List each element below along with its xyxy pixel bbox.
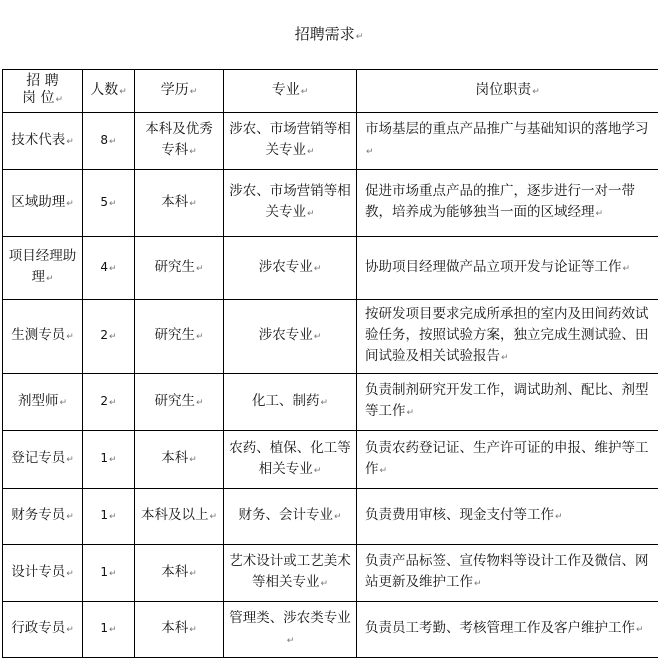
header-duty [357,70,658,113]
position-text: 项目经理助理 [9,248,77,285]
education-text: 本科 [161,620,188,636]
education-text: 研究生 [154,327,195,343]
paragraph-mark: ↵ [189,455,197,465]
paragraph-mark: ↵ [66,625,74,635]
cell-count [83,431,135,489]
cell-count [83,170,135,237]
document-title [0,24,658,47]
position-text: 技术代表 [11,132,65,148]
cell-position [3,237,83,300]
paragraph-mark: ↵ [320,398,328,408]
paragraph-mark: ↵ [623,264,631,274]
paragraph-mark: ↵ [109,199,117,209]
cell-education [135,237,224,300]
count-text: 4 [100,260,108,274]
cell-count [83,602,135,658]
cell-education [135,431,224,489]
paragraph-mark: ↵ [314,332,322,342]
cell-major [224,113,357,170]
major-text: 艺术设计或工艺美术等相关专业 [229,553,351,590]
table-row [3,113,658,170]
cell-major [224,431,357,489]
major-text: 管理类、涉农类专业 [229,610,351,626]
paragraph-mark: ↵ [356,32,364,42]
duty-text: 负责员工考勤、考核管理工作及客户维护工作 [365,620,635,636]
paragraph-mark: ↵ [46,274,54,284]
paragraph-mark: ↵ [109,137,117,147]
cell-position [3,170,83,237]
paragraph-mark: ↵ [474,579,482,589]
paragraph-mark: ↵ [320,579,328,589]
duty-text: 促进市场重点产品的推广，逐步进行一对一带教，培养成为能够独当一面的区域经理 [365,183,635,220]
paragraph-mark: ↵ [66,455,74,465]
major-text: 财务、会计专业 [238,507,333,523]
cell-duty [357,170,658,237]
cell-position [3,431,83,489]
paragraph-mark: ↵ [366,147,374,157]
paragraph-mark: ↵ [109,455,117,465]
duty-text: 协助项目经理做产品立项开发与论证等工作 [365,259,622,275]
cell-major [224,545,357,602]
table-row [3,545,658,602]
recruitment-table [2,69,658,658]
paragraph-mark: ↵ [59,398,67,408]
position-text: 区域助理 [11,194,65,210]
header-position-text: 招 聘 岗 位 [22,73,59,106]
cell-count [83,113,135,170]
cell-position [3,602,83,658]
paragraph-mark: ↵ [189,147,197,157]
education-text: 研究生 [154,393,195,409]
duty-text: 负责农药登记证、生产许可证的申报、维护等工作 [365,440,649,477]
paragraph-mark: ↵ [190,87,198,97]
cell-duty [357,300,658,374]
paragraph-mark: ↵ [66,512,74,522]
cell-education [135,602,224,658]
header-education [135,70,224,113]
header-count [83,70,135,113]
education-text: 本科及优秀专科 [145,121,213,158]
position-text: 登记专员 [11,450,65,466]
cell-duty [357,431,658,489]
major-text: 涉农、市场营销等相关专业 [229,183,351,220]
count-text: 1 [100,508,108,522]
paragraph-mark: ↵ [209,512,217,522]
paragraph-mark: ↵ [307,209,315,219]
table-row [3,170,658,237]
position-text: 行政专员 [11,620,65,636]
position-text: 设计专员 [11,564,65,580]
paragraph-mark: ↵ [66,137,74,147]
paragraph-mark: ↵ [109,569,117,579]
cell-position [3,300,83,374]
header-education-text: 学历 [161,82,189,98]
paragraph-mark: ↵ [66,332,74,342]
cell-major [224,602,357,658]
paragraph-mark: ↵ [196,332,204,342]
paragraph-mark: ↵ [66,199,74,209]
cell-position [3,545,83,602]
table-row [3,431,658,489]
count-text: 2 [100,394,108,408]
cell-count [83,489,135,545]
paragraph-mark: ↵ [189,569,197,579]
cell-education [135,545,224,602]
education-text: 本科 [161,564,188,580]
cell-count [83,237,135,300]
paragraph-mark: ↵ [380,466,388,476]
cell-duty [357,374,658,431]
paragraph-mark: ↵ [501,353,509,363]
paragraph-mark: ↵ [301,87,309,97]
paragraph-mark: ↵ [287,636,295,646]
major-text: 化工、制药 [252,393,320,409]
cell-count [83,545,135,602]
position-text: 生测专员 [11,327,65,343]
cell-education [135,113,224,170]
count-text: 1 [100,621,108,635]
cell-duty [357,545,658,602]
education-text: 研究生 [154,259,195,275]
paragraph-mark: ↵ [109,332,117,342]
table-row [3,602,658,658]
header-major [224,70,357,113]
count-text: 1 [100,565,108,579]
cell-education [135,300,224,374]
cell-duty [357,489,658,545]
paragraph-mark: ↵ [66,569,74,579]
paragraph-mark: ↵ [314,264,322,274]
duty-text: 负责制剂研究开发工作，调试助剂、配比、剂型等工作 [365,382,649,419]
cell-count [83,374,135,431]
table-row [3,300,658,374]
paragraph-mark: ↵ [596,209,604,219]
count-text: 1 [100,451,108,465]
paragraph-mark: ↵ [189,625,197,635]
paragraph-mark: ↵ [407,408,415,418]
paragraph-mark: ↵ [109,625,117,635]
cell-position [3,113,83,170]
cell-major [224,300,357,374]
table-header-row [3,70,658,113]
cell-count [83,300,135,374]
cell-position [3,489,83,545]
education-text: 本科 [161,194,188,210]
cell-education [135,489,224,545]
count-text: 5 [100,195,108,209]
paragraph-mark: ↵ [636,625,644,635]
education-text: 本科及以上 [141,507,209,523]
duty-text: 市场基层的重点产品推广与基础知识的落地学习 [365,121,649,137]
paragraph-mark: ↵ [196,398,204,408]
paragraph-mark: ↵ [334,512,342,522]
header-count-text: 人数 [90,82,118,98]
cell-position [3,374,83,431]
paragraph-mark: ↵ [555,512,563,522]
cell-duty [357,113,658,170]
duty-text: 负责费用审核、现金支付等工作 [365,507,554,523]
paragraph-mark: ↵ [196,264,204,274]
major-text: 涉农专业 [259,259,313,275]
header-position [3,70,83,113]
position-text: 剂型师 [18,393,59,409]
cell-major [224,170,357,237]
major-text: 农药、植保、化工等相关专业 [229,440,351,477]
count-text: 2 [100,328,108,342]
position-text: 财务专员 [11,507,65,523]
education-text: 本科 [161,450,188,466]
paragraph-mark: ↵ [109,398,117,408]
header-major-text: 专业 [272,82,300,98]
table-row [3,489,658,545]
duty-text: 按研发项目要求完成所承担的室内及田间药效试验任务，按照试验方案，独立完成生测试验、田间试验及相关试验报告 [365,306,649,364]
cell-major [224,489,357,545]
table-row [3,237,658,300]
paragraph-mark: ↵ [119,87,127,97]
paragraph-mark: ↵ [532,87,540,97]
paragraph-mark: ↵ [307,147,315,157]
paragraph-mark: ↵ [109,264,117,274]
cell-major [224,237,357,300]
cell-major [224,374,357,431]
cell-education [135,170,224,237]
cell-education [135,374,224,431]
count-text: 8 [100,133,108,147]
header-duty-text: 岗位职责 [475,82,531,98]
title-text: 招聘需求 [295,25,355,43]
cell-duty [357,602,658,658]
paragraph-mark: ↵ [109,512,117,522]
major-text: 涉农专业 [259,327,313,343]
table-row [3,374,658,431]
cell-duty [357,237,658,300]
paragraph-mark: ↵ [189,199,197,209]
major-text: 涉农、市场营销等相关专业 [229,121,351,158]
paragraph-mark: ↵ [55,95,63,105]
duty-text: 负责产品标签、宣传物料等设计工作及微信、网站更新及维护工作 [365,553,649,590]
paragraph-mark: ↵ [314,466,322,476]
